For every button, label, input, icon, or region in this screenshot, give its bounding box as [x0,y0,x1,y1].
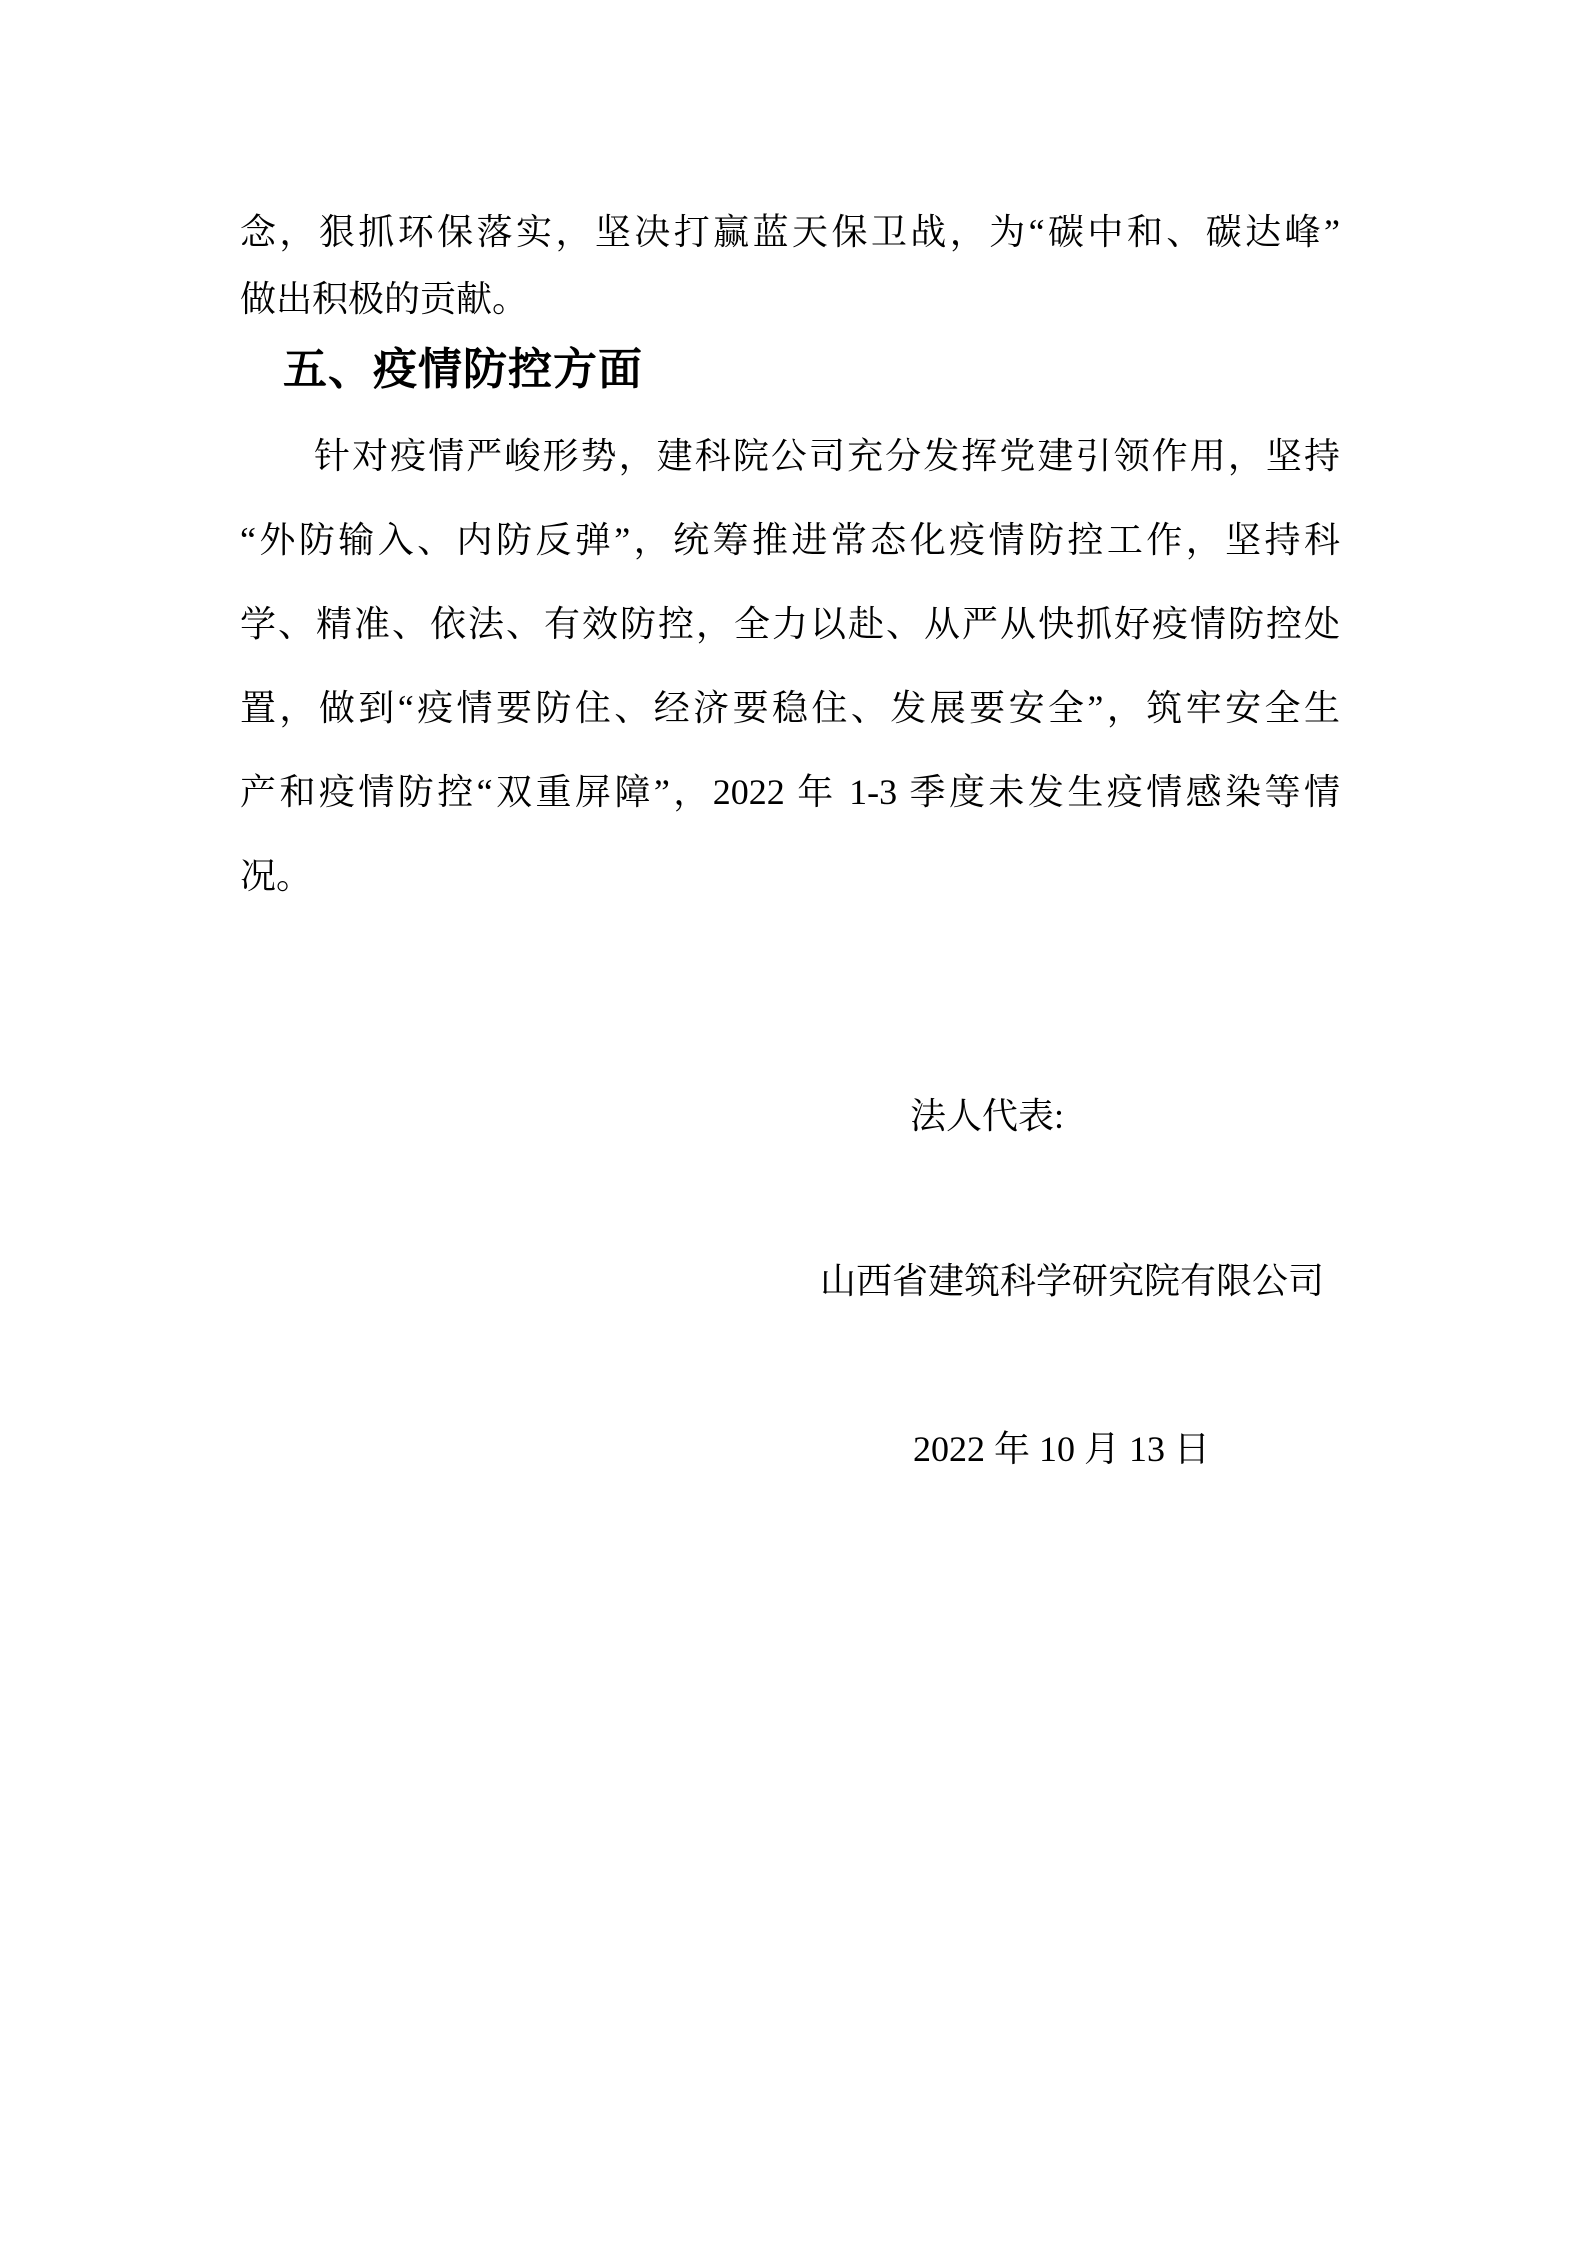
paragraph-line: 况。 [240,856,313,896]
legal-representative-label: 法人代表: [910,1096,1065,1136]
paragraph-line: 学、精准、依法、有效防控，全力以赴、从严从快抓好疫情防控处 [240,604,1340,644]
signature-date: 2022 年 10 月 13 日 [913,1429,1211,1469]
paragraph-line: 产和疫情防控“双重屏障”，2022 年 1-3 季度未发生疫情感染等情 [240,772,1340,812]
paragraph-line: 做出积极的贡献。 [240,279,529,319]
body-paragraph [240,414,1340,918]
paragraph-line: 念，狠抓环保落实，坚决打赢蓝天保卫战，为“碳中和、碳达峰” [240,212,1340,252]
paragraph-line: “外防输入、内防反弹”，统筹推进常态化疫情防控工作，坚持科 [240,520,1340,560]
paragraph-line: 置，做到“疫情要防住、经济要稳住、发展要安全”，筑牢安全生 [240,688,1340,728]
paragraph-line: 针对疫情严峻形势，建科院公司充分发挥党建引领作用，坚持 [314,436,1340,476]
company-name: 山西省建筑科学研究院有限公司 [820,1261,1325,1301]
tail-paragraph [240,199,1340,333]
section-heading: 五、疫情防控方面 [283,345,643,394]
